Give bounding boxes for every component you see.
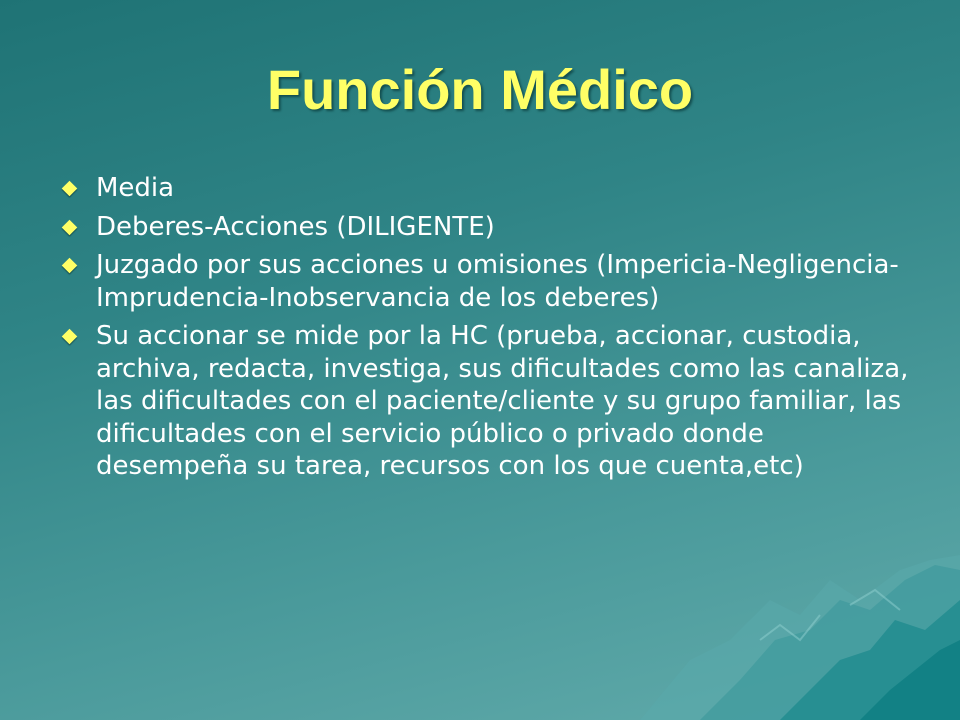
bullet-text: Deberes-Acciones (DILIGENTE) (96, 211, 495, 242)
bullet-list (60, 172, 910, 489)
bullet-item (60, 320, 910, 483)
diamond-bullet-icon (62, 219, 78, 235)
bullet-text: Juzgado por sus acciones u omisiones (Impericia-Negligencia-Imprudencia-Inobservancia de los deberes) (96, 250, 899, 313)
diamond-bullet-icon (62, 329, 78, 345)
diamond-bullet-icon (62, 181, 78, 197)
bullet-text: Su accionar se mide por la HC (prueba, accionar, custodia, archiva, redacta, investiga, sus dificultades como las canaliza, las dificultades con el paciente/cliente y su grupo familiar, las dificultades con el servicio público o privado donde desempeña su tarea, recursos con los que cuenta,etc) (96, 321, 909, 481)
bullet-item (60, 172, 910, 205)
diamond-bullet-icon (62, 258, 78, 274)
bullet-text: Media (96, 173, 175, 203)
slide-title: Función Médico (266, 58, 694, 121)
bullet-item (60, 211, 910, 244)
bullet-item (60, 249, 910, 314)
